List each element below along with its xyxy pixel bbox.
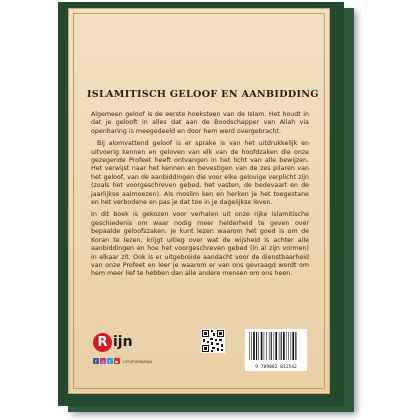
barcode-bar	[279, 332, 280, 360]
instagram-icon: ◎	[101, 358, 105, 364]
book-title: ISLAMITISCH GELOOF EN AANBIDDING	[87, 89, 319, 100]
barcode-bar	[251, 332, 252, 360]
blurb-paragraph: Algemeen geloof is de eerste hoeksteen van de Islam. Het houdt in dat je gelooft in alles dat aan de Boodschapper van Allah via openbaring is meegedeeld en door hem werd overgebracht.	[91, 111, 309, 135]
facebook-icon: f	[93, 358, 99, 364]
barcode-bar	[261, 332, 263, 360]
barcode-bar	[274, 332, 275, 360]
barcode-bar	[275, 332, 277, 360]
youtube-icon: ▶	[115, 358, 119, 364]
barcode-bar	[269, 332, 270, 360]
barcode-bar	[292, 332, 294, 360]
cover-paper-panel	[68, 8, 330, 394]
twitter-icon: t	[107, 358, 113, 364]
barcode-bar	[266, 332, 267, 360]
barcode-bar	[291, 332, 292, 360]
qr-code	[201, 329, 225, 353]
barcode-bars	[245, 329, 307, 363]
barcode-bar	[256, 332, 257, 360]
logo-wordmark: ijn	[113, 334, 133, 350]
barcode-bar	[249, 332, 250, 360]
barcode-bar	[253, 332, 255, 360]
barcode-bar	[258, 332, 259, 360]
social-links	[93, 358, 152, 364]
barcode-bar	[264, 332, 265, 360]
blurb-paragraph: In dit boek is gekozen voor verhalen uit onze rijke islamitische geschiedenis om waar nodig meer helderheid te geven over bepaalde geloofszaken. Je kunt lezen waarom het goed is om de Koran te lezen, krijgt uitleg over wat de wijsheid is achter alle aanbiddingen en hoe het voorgeschreven gebed (in al zijn vormen) in elkaar zit. Ook is er uitgebreide aandacht voor de dienstbaarheid van onze Profeet en leer je waarom er van ons gevraagd wordt om hem meer lief te hebben dan alle andere mensen om ons heen.	[91, 211, 309, 278]
logo-badge: R	[93, 333, 112, 352]
isbn-barcode	[245, 329, 307, 371]
barcode-bar	[271, 332, 272, 360]
book-back-cover	[58, 2, 344, 406]
barcode-bar	[288, 332, 289, 360]
social-handle: UITGEVERIJRIJN	[123, 358, 153, 364]
barcode-bar	[283, 332, 285, 360]
publisher-logo	[93, 331, 139, 353]
blurb-paragraph: Bij alomvattend geloof is er sprake is van het uitdrukkelijk en uitvoerig kennen en geloven van elk van de hoofdzaken die onze gezegende Profeet heeft ontvangen in het licht van alle bewijzen. Het verwijst naar het kennen en bevestigen van de zes pilaren van het geloof, van de aanbiddingen die voor elke gelovige verplicht zijn (zoals het voorgeschreven gebed, het vasten, de bedevaart en de jaarlijkse aalmoezen). Als moslim ken en herken je het toegestane en het verbodene en pas je dat toe in je dagelijkse leven.	[91, 140, 309, 207]
barcode-bar	[281, 332, 282, 360]
isbn-digits: 9 789082 831542	[255, 365, 297, 370]
blurb	[91, 111, 309, 283]
barcode-bar	[295, 332, 296, 360]
barcode-bar	[286, 332, 287, 360]
